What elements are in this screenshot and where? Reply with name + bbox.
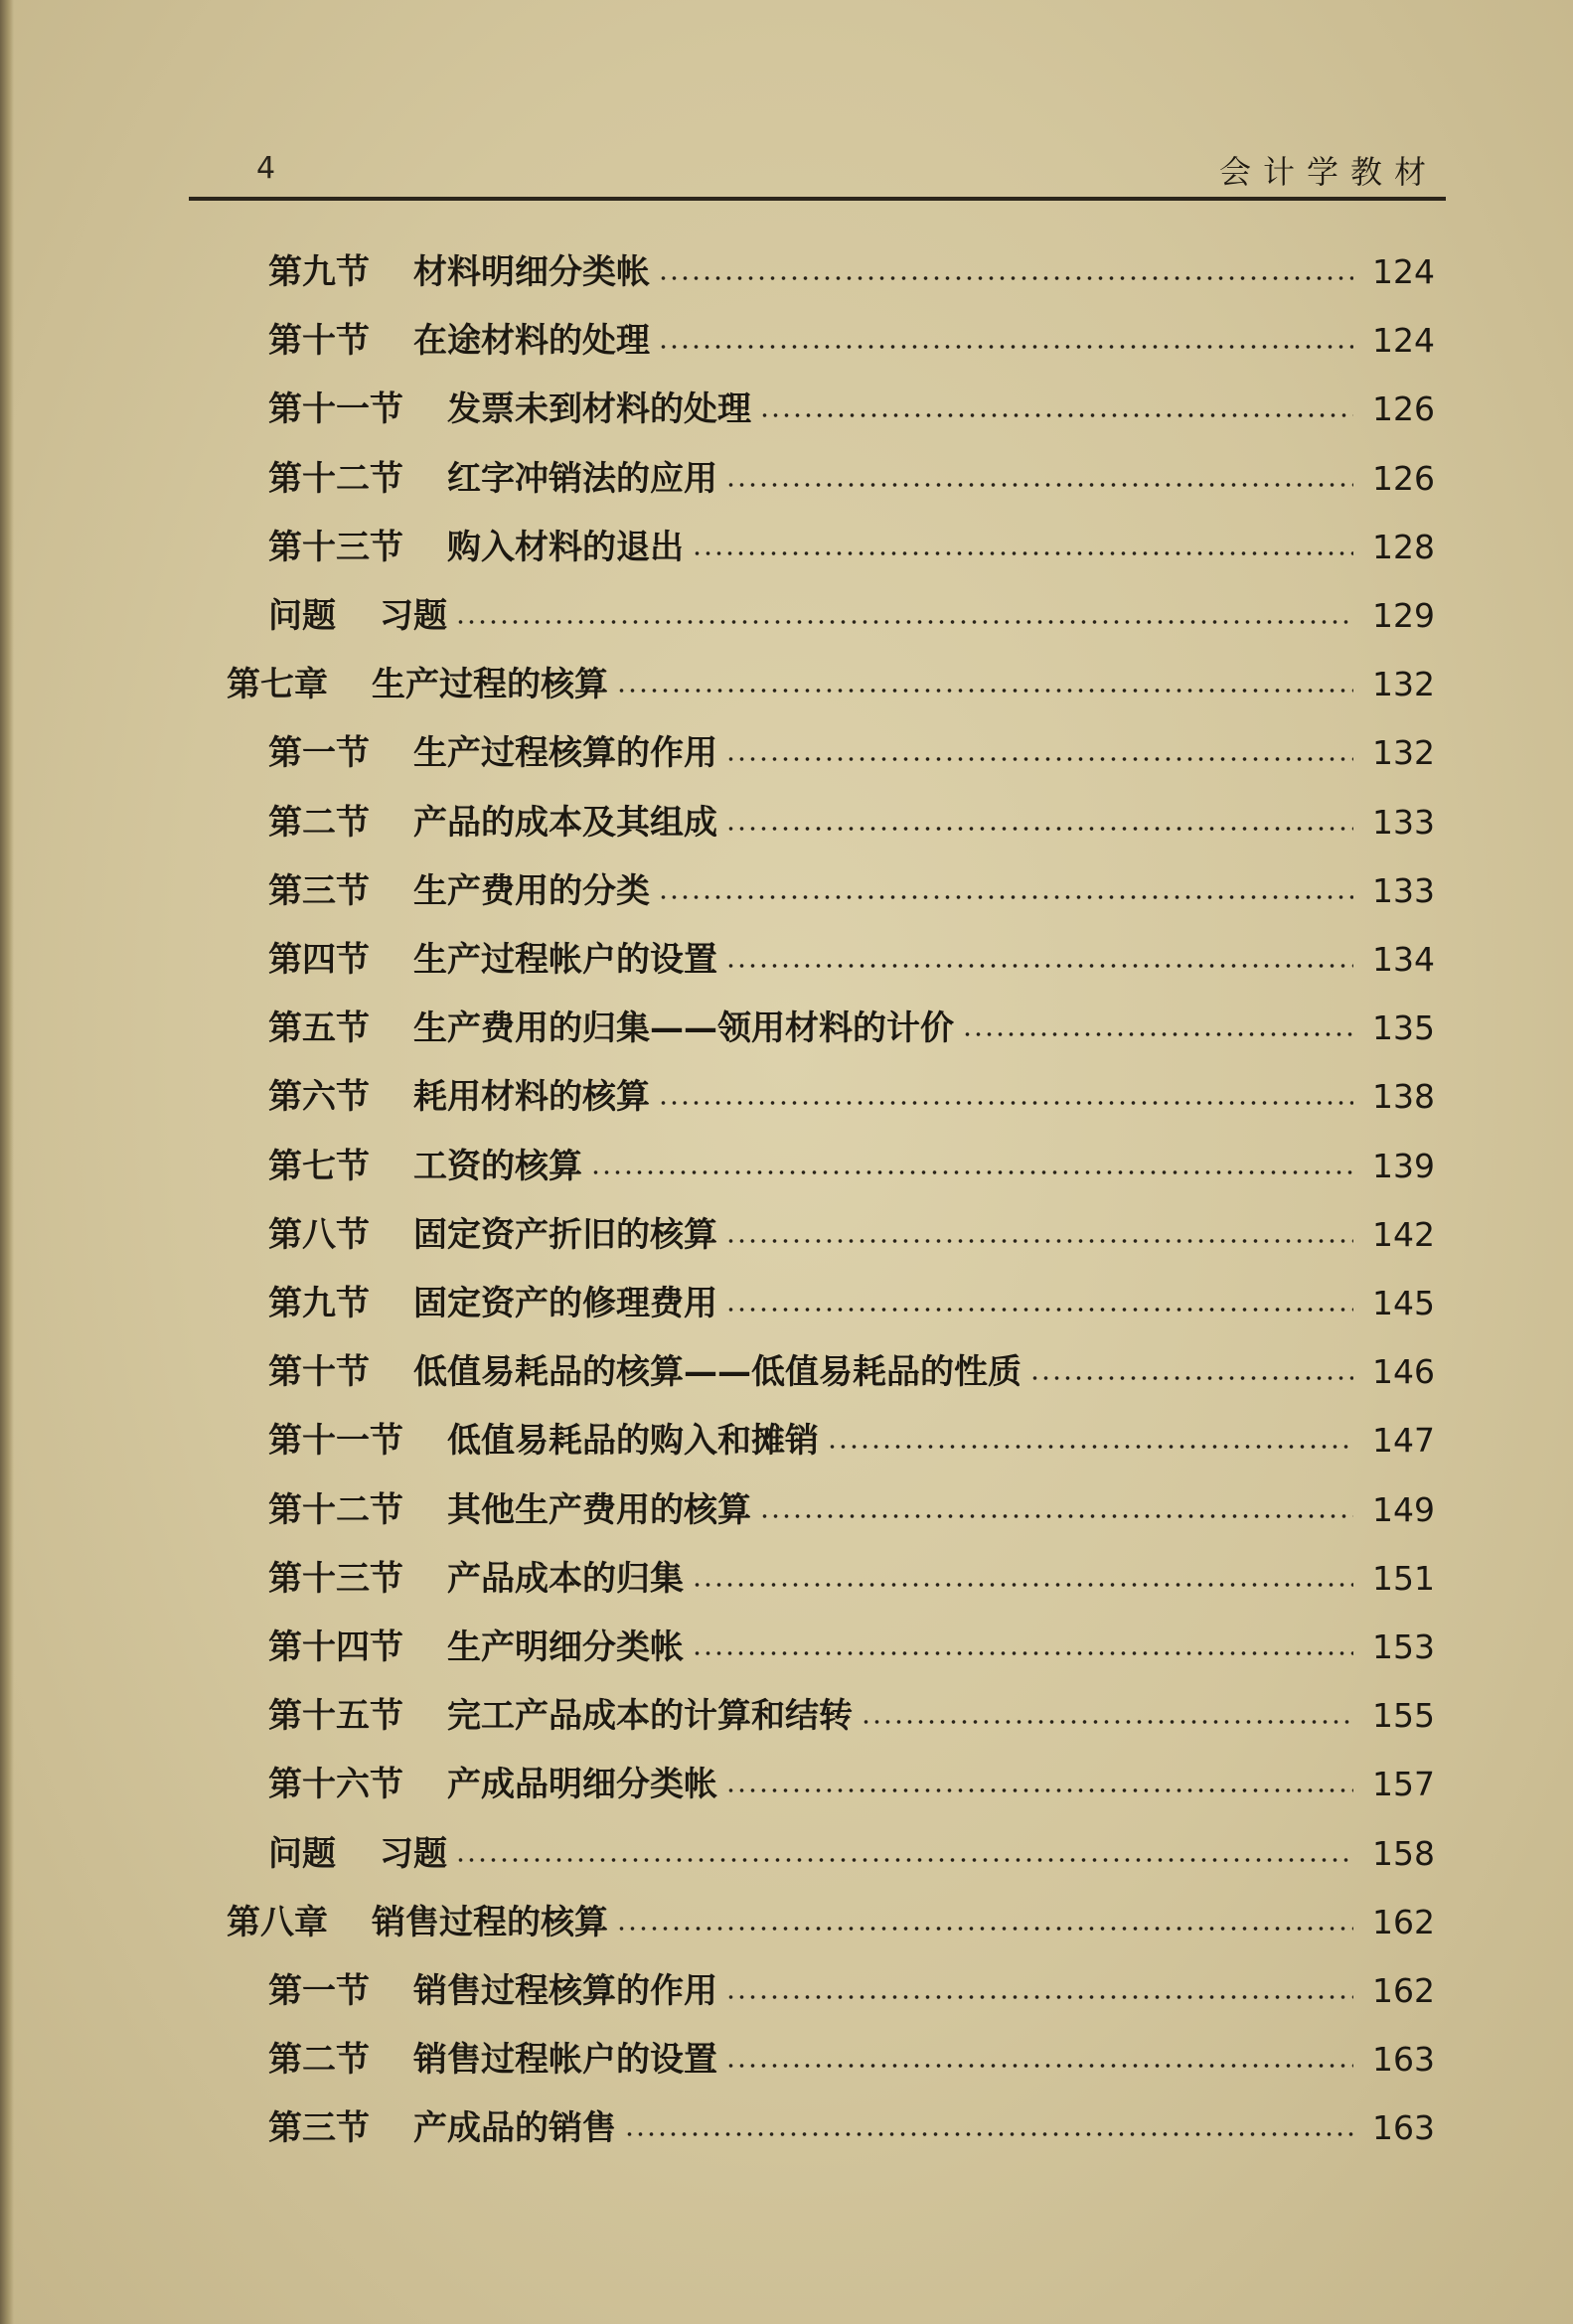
toc-entry-number: 第七节 <box>268 1147 370 1186</box>
toc-entry-number: 第十三节 <box>268 1559 403 1599</box>
toc-entry-title: 其他生产费用的核算 <box>447 1490 751 1530</box>
toc-entry-label <box>268 1553 684 1605</box>
toc-section-row <box>268 1965 1435 2017</box>
toc-leader-dots <box>692 1583 1353 1587</box>
toc-entry-number: 第七章 <box>227 665 328 704</box>
toc-section-row <box>268 246 1435 298</box>
toc-entry-title: 生产费用的归集——领用材料的计价 <box>413 1008 954 1048</box>
toc-section-row <box>268 384 1435 435</box>
toc-page-number: 155 <box>1372 1696 1435 1735</box>
toc-entry-title: 习题 <box>380 596 447 636</box>
toc-leader-dots <box>658 276 1353 280</box>
toc-entry-label <box>268 934 717 986</box>
toc-entry-title: 固定资产的修理费用 <box>413 1284 717 1323</box>
toc-entry-label <box>268 1278 717 1329</box>
toc-page-number: 158 <box>1372 1834 1435 1873</box>
toc-entry-number: 第八章 <box>227 1903 328 1942</box>
toc-entry-title: 红字冲销法的应用 <box>447 459 717 499</box>
toc-entry-number: 第十五节 <box>268 1696 403 1736</box>
toc-entry-number: 问题 <box>268 596 336 636</box>
toc-entry-number: 第三节 <box>268 871 370 911</box>
toc-page-number: 151 <box>1372 1559 1435 1598</box>
toc-entry-label <box>268 2034 717 2086</box>
toc-entry-number: 第一节 <box>268 1971 370 2011</box>
toc-leader-dots <box>759 1514 1353 1518</box>
toc-section-row <box>268 934 1435 986</box>
toc-entry-title: 发票未到材料的处理 <box>447 389 751 429</box>
toc-entry-title: 销售过程的核算 <box>372 1903 608 1942</box>
toc-page-number: 134 <box>1372 940 1435 979</box>
toc-entry-title: 在途材料的处理 <box>413 321 650 361</box>
toc-page-number: 145 <box>1372 1284 1435 1322</box>
toc-section-row <box>268 1346 1435 1398</box>
toc-entry-label <box>268 315 650 367</box>
toc-chapter-row <box>227 1897 1435 1948</box>
toc-leader-dots <box>725 2064 1353 2068</box>
toc-section-row <box>268 1278 1435 1329</box>
toc-page-number: 163 <box>1372 2040 1435 2079</box>
toc-entry-title: 生产过程帐户的设置 <box>413 940 717 980</box>
toc-page-number: 163 <box>1372 2108 1435 2147</box>
toc-entry-title: 固定资产折旧的核算 <box>413 1215 717 1255</box>
toc-entry-label <box>227 659 608 710</box>
toc-page-number: 162 <box>1372 1971 1435 2010</box>
toc-page-number: 132 <box>1372 665 1435 703</box>
toc-page-number: 147 <box>1372 1421 1435 1460</box>
toc-entry-label <box>268 1415 819 1467</box>
toc-entry-number: 第一节 <box>268 733 370 773</box>
toc-leader-dots <box>725 964 1353 968</box>
toc-section-row <box>268 1484 1435 1536</box>
toc-entry-label <box>268 453 717 505</box>
toc-entry-title: 生产明细分类帐 <box>447 1627 684 1667</box>
toc-entry-label <box>268 1690 853 1742</box>
toc-entry-title: 材料明细分类帐 <box>413 252 650 292</box>
toc-page-number: 126 <box>1372 389 1435 428</box>
toc-entry-number: 问题 <box>268 1834 336 1874</box>
toc-entry-number: 第二节 <box>268 803 370 843</box>
toc-entry-title: 习题 <box>380 1834 447 1874</box>
toc-section-row <box>268 453 1435 505</box>
toc-leader-dots <box>861 1720 1353 1724</box>
toc-chapter-row <box>227 659 1435 710</box>
running-title: 会计学教材 <box>1218 153 1438 191</box>
toc-leader-dots <box>624 2132 1353 2136</box>
toc-entry-title: 生产过程核算的作用 <box>413 733 717 773</box>
toc-leader-dots <box>658 1101 1353 1105</box>
toc-page-number: 139 <box>1372 1147 1435 1185</box>
toc-entry-title: 生产过程的核算 <box>372 665 608 704</box>
toc-leader-dots <box>962 1032 1353 1036</box>
toc-entry-title: 购入材料的退出 <box>447 528 684 567</box>
toc-leader-dots <box>759 413 1353 417</box>
toc-entry-number: 第十二节 <box>268 1490 403 1530</box>
toc-section-row <box>268 315 1435 367</box>
toc-section-row <box>268 590 1435 642</box>
toc-entry-title: 销售过程帐户的设置 <box>413 2040 717 2080</box>
toc-entry-label <box>268 1759 717 1810</box>
toc-entry-label <box>268 865 650 917</box>
toc-page-number: 133 <box>1372 871 1435 910</box>
toc-page-number: 138 <box>1372 1077 1435 1116</box>
toc-page-number: 149 <box>1372 1490 1435 1529</box>
toc-entry-title: 低值易耗品的购入和摊销 <box>447 1421 819 1461</box>
toc-section-row <box>268 1071 1435 1123</box>
toc-entry-label <box>268 384 751 435</box>
toc-section-row <box>268 865 1435 917</box>
toc-page-number: 132 <box>1372 733 1435 772</box>
toc-entry-label <box>268 1003 954 1054</box>
toc-leader-dots <box>725 1788 1353 1792</box>
toc-entry-number: 第三节 <box>268 2108 370 2148</box>
toc-leader-dots <box>827 1445 1353 1449</box>
toc-entry-label <box>268 1622 684 1673</box>
toc-page-number: 153 <box>1372 1627 1435 1666</box>
toc-section-row <box>268 1622 1435 1673</box>
toc-page-number: 124 <box>1372 321 1435 360</box>
toc-section-row <box>268 1690 1435 1742</box>
toc-entry-number: 第十一节 <box>268 389 403 429</box>
toc-entry-label <box>227 1897 608 1948</box>
toc-entry-number: 第十四节 <box>268 1627 403 1667</box>
toc-entry-title: 工资的核算 <box>413 1147 582 1186</box>
toc-entry-label <box>268 246 650 298</box>
toc-entry-label <box>268 1071 650 1123</box>
toc-entry-label <box>268 727 717 779</box>
toc-leader-dots <box>590 1170 1353 1174</box>
toc-entry-number: 第十三节 <box>268 528 403 567</box>
toc-leader-dots <box>692 551 1353 555</box>
toc-leader-dots <box>725 1239 1353 1243</box>
toc-entry-number: 第十节 <box>268 1352 370 1392</box>
toc-entry-number: 第六节 <box>268 1077 370 1117</box>
toc-section-row <box>268 522 1435 573</box>
toc-section-row <box>268 727 1435 779</box>
toc-leader-dots <box>658 895 1353 899</box>
toc-entry-title: 销售过程核算的作用 <box>413 1971 717 2011</box>
toc-section-row <box>268 1553 1435 1605</box>
toc-entry-title: 产品的成本及其组成 <box>413 803 717 843</box>
page-number: 4 <box>256 151 276 186</box>
toc-entry-title: 低值易耗品的核算——低值易耗品的性质 <box>413 1352 1022 1392</box>
toc-page-number: 142 <box>1372 1215 1435 1254</box>
toc-entry-label <box>268 1346 1022 1398</box>
toc-page-number: 129 <box>1372 596 1435 635</box>
toc-entry-number: 第二节 <box>268 2040 370 2080</box>
toc-section-row <box>268 1209 1435 1261</box>
toc-leader-dots <box>455 620 1353 624</box>
toc-entry-title: 生产费用的分类 <box>413 871 650 911</box>
toc-entry-title: 耗用材料的核算 <box>413 1077 650 1117</box>
toc-leader-dots <box>616 689 1353 693</box>
toc-entry-label <box>268 1209 717 1261</box>
toc-page-number: 135 <box>1372 1008 1435 1047</box>
toc-page-number: 126 <box>1372 459 1435 498</box>
toc-entry-label <box>268 1141 582 1192</box>
toc-section-row <box>268 1415 1435 1467</box>
toc-leader-dots <box>455 1858 1353 1862</box>
toc-leader-dots <box>725 827 1353 831</box>
toc-page-number: 162 <box>1372 1903 1435 1941</box>
toc-entry-number: 第四节 <box>268 940 370 980</box>
toc-entry-title: 产成品明细分类帐 <box>447 1765 717 1804</box>
toc-page-number: 124 <box>1372 252 1435 291</box>
toc-entry-number: 第十一节 <box>268 1421 403 1461</box>
toc-leader-dots <box>725 1308 1353 1312</box>
toc-page-number: 146 <box>1372 1352 1435 1391</box>
toc-page-number: 133 <box>1372 803 1435 842</box>
toc-entry-label <box>268 590 447 642</box>
toc-page-number: 157 <box>1372 1765 1435 1803</box>
toc-leader-dots <box>725 483 1353 487</box>
toc-entry-number: 第十节 <box>268 321 370 361</box>
toc-leader-dots <box>725 1995 1353 1999</box>
toc-section-row <box>268 1759 1435 1810</box>
toc-entry-label <box>268 2102 616 2154</box>
toc-entry-title: 完工产品成本的计算和结转 <box>447 1696 853 1736</box>
toc-entry-label <box>268 522 684 573</box>
toc-section-row <box>268 2102 1435 2154</box>
toc-leader-dots <box>725 757 1353 761</box>
toc-entry-number: 第八节 <box>268 1215 370 1255</box>
toc-leader-dots <box>658 345 1353 349</box>
toc-entry-label <box>268 1965 717 2017</box>
toc-section-row <box>268 1003 1435 1054</box>
toc-entry-title: 产品成本的归集 <box>447 1559 684 1599</box>
toc-entry-number: 第五节 <box>268 1008 370 1048</box>
toc-entry-label <box>268 1828 447 1880</box>
toc-entry-number: 第九节 <box>268 1284 370 1323</box>
toc-entry-label <box>268 797 717 849</box>
toc-leader-dots <box>692 1651 1353 1655</box>
toc-entry-number: 第十六节 <box>268 1765 403 1804</box>
toc-page-number: 128 <box>1372 528 1435 566</box>
toc-leader-dots <box>616 1927 1353 1931</box>
toc-entry-title: 产成品的销售 <box>413 2108 616 2148</box>
toc-entry-number: 第十二节 <box>268 459 403 499</box>
toc-leader-dots <box>1029 1376 1353 1380</box>
toc-section-row <box>268 2034 1435 2086</box>
toc-section-row <box>268 1141 1435 1192</box>
toc-entry-label <box>268 1484 751 1536</box>
toc-section-row <box>268 797 1435 849</box>
toc-entry-number: 第九节 <box>268 252 370 292</box>
toc-section-row <box>268 1828 1435 1880</box>
